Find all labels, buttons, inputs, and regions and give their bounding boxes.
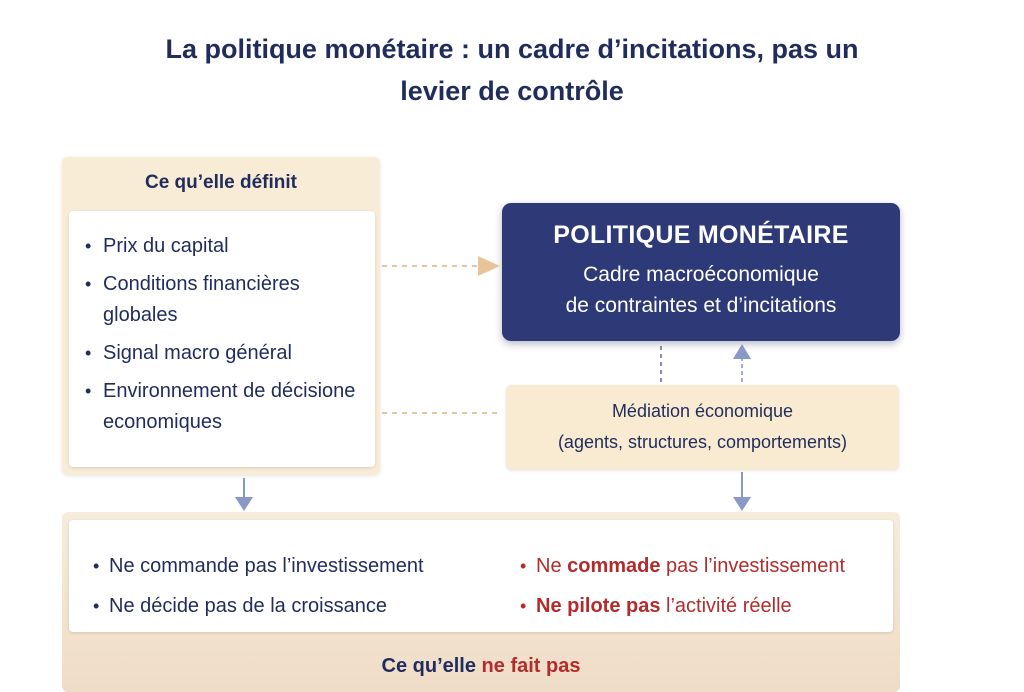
down-arrow-icon (235, 497, 253, 511)
bullet-icon: • (85, 274, 92, 294)
title-line-2: levier de contrôle (400, 76, 624, 106)
ne-fait-pas-item-text: Ne décide pas de la croissance (109, 595, 387, 617)
down-arrow-icon (733, 497, 751, 511)
definit-item-text: Environnement de décisione economiques (103, 380, 356, 433)
definit-item-text: Signal macro général (103, 342, 292, 364)
mediation-line-2: (agents, structures, comportements) (557, 432, 848, 452)
triangle-arrow-icon (478, 256, 500, 276)
bullet-icon: • (520, 556, 527, 576)
title-line-1: La politique monétaire : un cadre d’incitations, pas un (165, 34, 859, 64)
red-item-bold: commade (567, 555, 661, 577)
red-item-pre: Ne (536, 555, 568, 577)
definit-item-text: Conditions financières globales (103, 273, 300, 326)
main-box-line-1: Cadre macroéconomique (583, 263, 819, 286)
bullet-icon: • (85, 381, 92, 401)
heading-pre: Ce qu’elle (381, 655, 482, 677)
definit-heading: Ce qu’elle définit (144, 172, 298, 193)
bullet-icon: • (520, 596, 527, 616)
main-box-title: POLITIQUE MONÉTAIRE (553, 221, 849, 249)
ne-fait-pas-item-text: Ne commande pas l’investissement (109, 555, 424, 577)
heading-red: ne fait pas (481, 655, 581, 677)
mediation-line-1: Médiation économique (611, 401, 794, 421)
bullet-icon: • (85, 343, 92, 363)
definit-item-text: Prix du capital (103, 235, 229, 257)
bullet-icon: • (93, 556, 100, 576)
main-box-line-2: de contraintes et d’incitations (565, 294, 837, 317)
up-arrow-icon (733, 344, 751, 359)
red-item-post: l’activité réelle (660, 595, 792, 617)
bullet-icon: • (93, 596, 100, 616)
red-item-post: pas l’investissement (660, 555, 846, 577)
red-item-bold: Ne pilote pas (536, 595, 661, 617)
bullet-icon: • (85, 236, 92, 256)
